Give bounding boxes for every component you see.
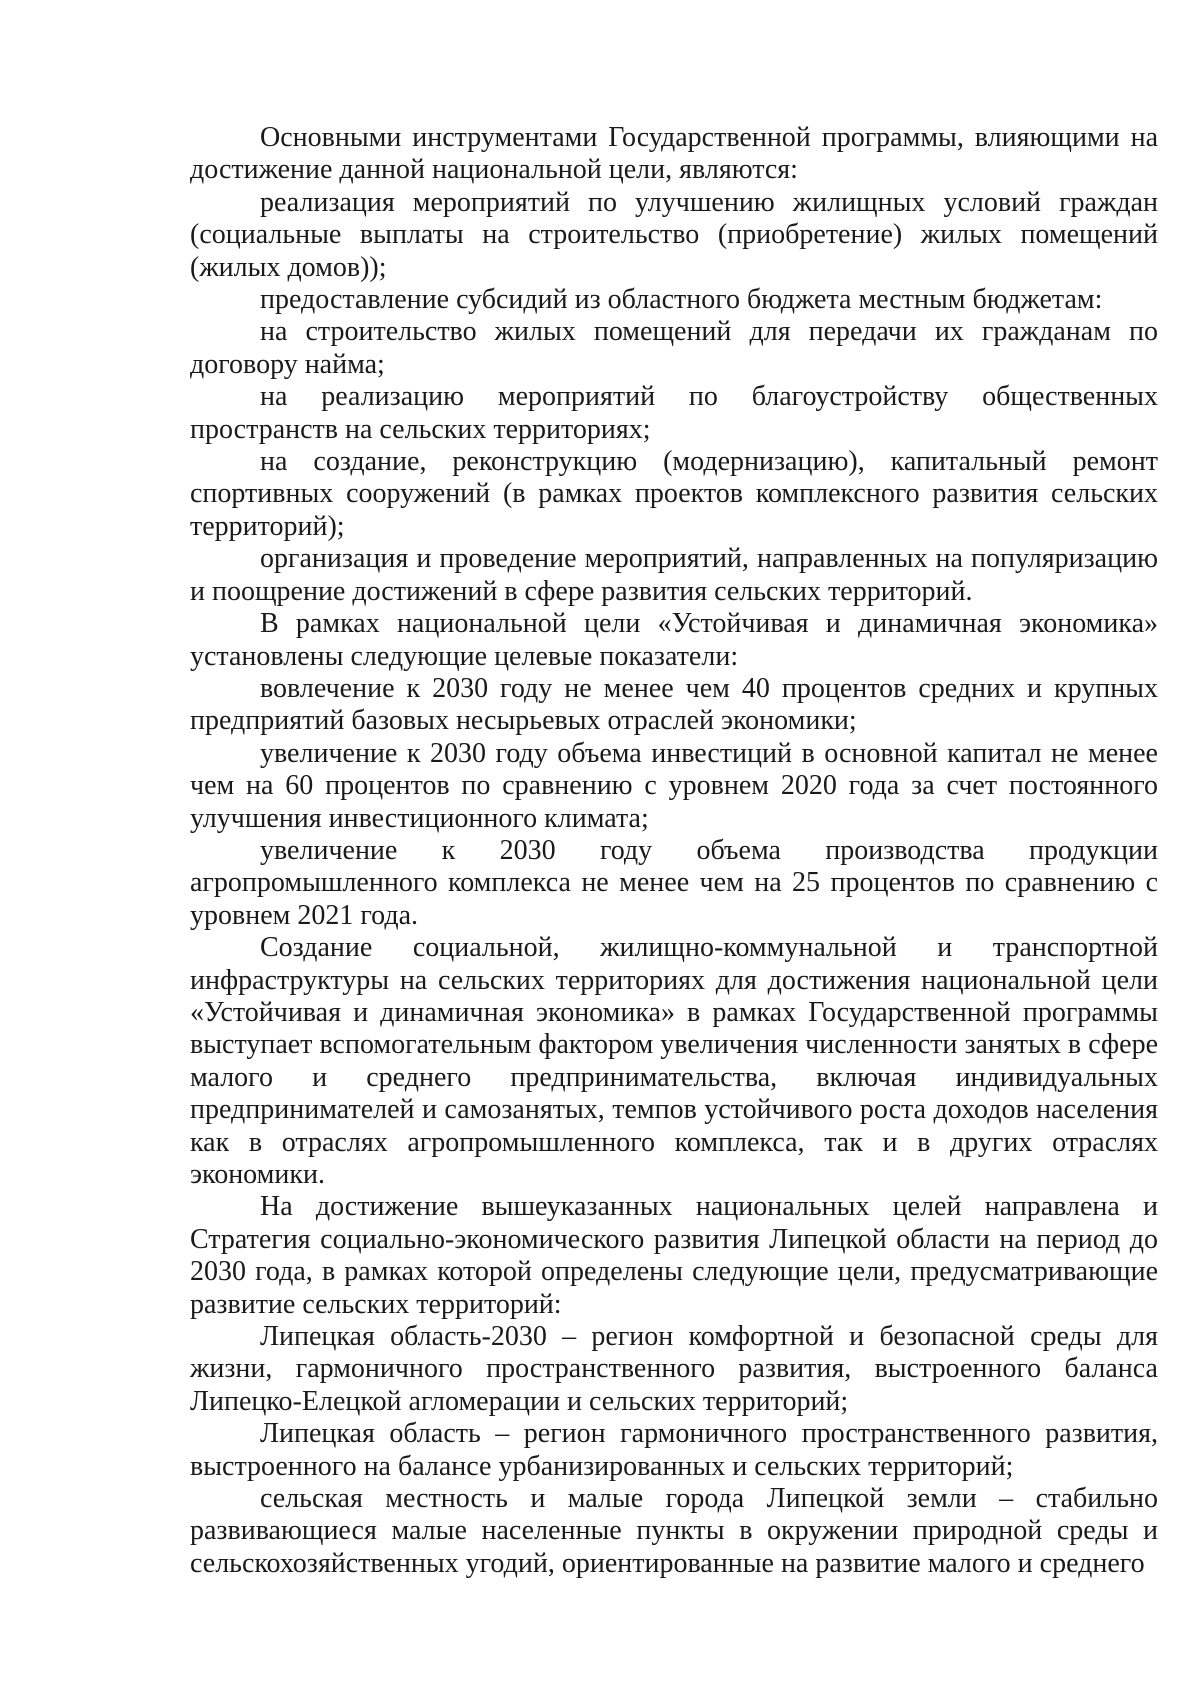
paragraph-infrastructure: Создание социальной, жилищно-коммунальной и транспортной инфраструктуры на сельских территориях для достижения национальной цели «Устойчивая и динамичная экономика» в рамках Государственной программы выступает вспомогательным фактором увеличения численности занятых в сфере малого и среднего предпринимательства, включая индивидуальных предпринимателей и самозанятых, темпов устойчивого роста доходов населения как в отраслях агропромышленного комплекса, так и в других отраслях экономики. (190, 932, 1158, 1190)
paragraph-housing-construction: на строительство жилых помещений для передачи их гражданам по договору найма; (190, 316, 1158, 380)
paragraph-public-spaces: на реализацию мероприятий по благоустройству общественных пространств на сельских территориях; (190, 381, 1158, 445)
paragraph-enterprises-target: вовлечение к 2030 году не менее чем 40 процентов средних и крупных предприятий базовых несырьевых отраслей экономики; (190, 672, 1158, 737)
paragraph-rural-areas: сельская местность и малые города Липецкой земли – стабильно развивающиеся малые населенные пункты в окружении природной среды и сельскохозяйственных угодий, ориентированные на развитие малого и среднего (190, 1483, 1158, 1579)
paragraph-lipetsk-region: Липецкая область – регион гармоничного пространственного развития, выстроенного на балансе урбанизированных и сельских территорий; (190, 1418, 1158, 1482)
paragraph-sports-facilities: на создание, реконструкцию (модернизацию), капитальный ремонт спортивных сооружений (в рамках проектов комплексного развития сельских территорий); (190, 446, 1158, 542)
paragraph-events: организация и проведение мероприятий, направленных на популяризацию и поощрение достижений в сфере развития сельских территорий. (190, 543, 1158, 607)
paragraph-national-goal: В рамках национальной цели «Устойчивая и динамичная экономика» установлены следующие целевые показатели: (190, 608, 1158, 672)
paragraph-agro-production-target: увеличение к 2030 году объема производства продукции агропромышленного комплекса не менее чем на 25 процентов по сравнению с уровнем 2021 года. (190, 834, 1158, 931)
paragraph-main-instruments: Основными инструментами Государственной программы, влияющими на достижение данной национальной цели, являются: (190, 122, 1158, 186)
paragraph-subsidies: предоставление субсидий из областного бюджета местным бюджетам: (260, 284, 1103, 316)
document-body (190, 122, 1158, 1580)
paragraph-investment-target: увеличение к 2030 году объема инвестиций в основной капитал не менее чем на 60 процентов по сравнению с уровнем 2020 года за счет постоянного улучшения инвестиционного климата; (190, 737, 1158, 834)
paragraph-strategy: На достижение вышеуказанных национальных целей направлена и Стратегия социально-экономического развития Липецкой области на период до 2030 года, в рамках которой определены следующие цели, предусматривающие развитие сельских территорий: (190, 1191, 1158, 1320)
paragraph-lipetsk-2030: Липецкая область-2030 – регион комфортной и безопасной среды для жизни, гармоничного пространственного развития, выстроенного баланса Липецко-Елецкой агломерации и сельских территорий; (190, 1321, 1158, 1417)
paragraph-housing-conditions: реализация мероприятий по улучшению жилищных условий граждан (социальные выплаты на строительство (приобретение) жилых помещений (жилых домов)); (190, 186, 1158, 283)
